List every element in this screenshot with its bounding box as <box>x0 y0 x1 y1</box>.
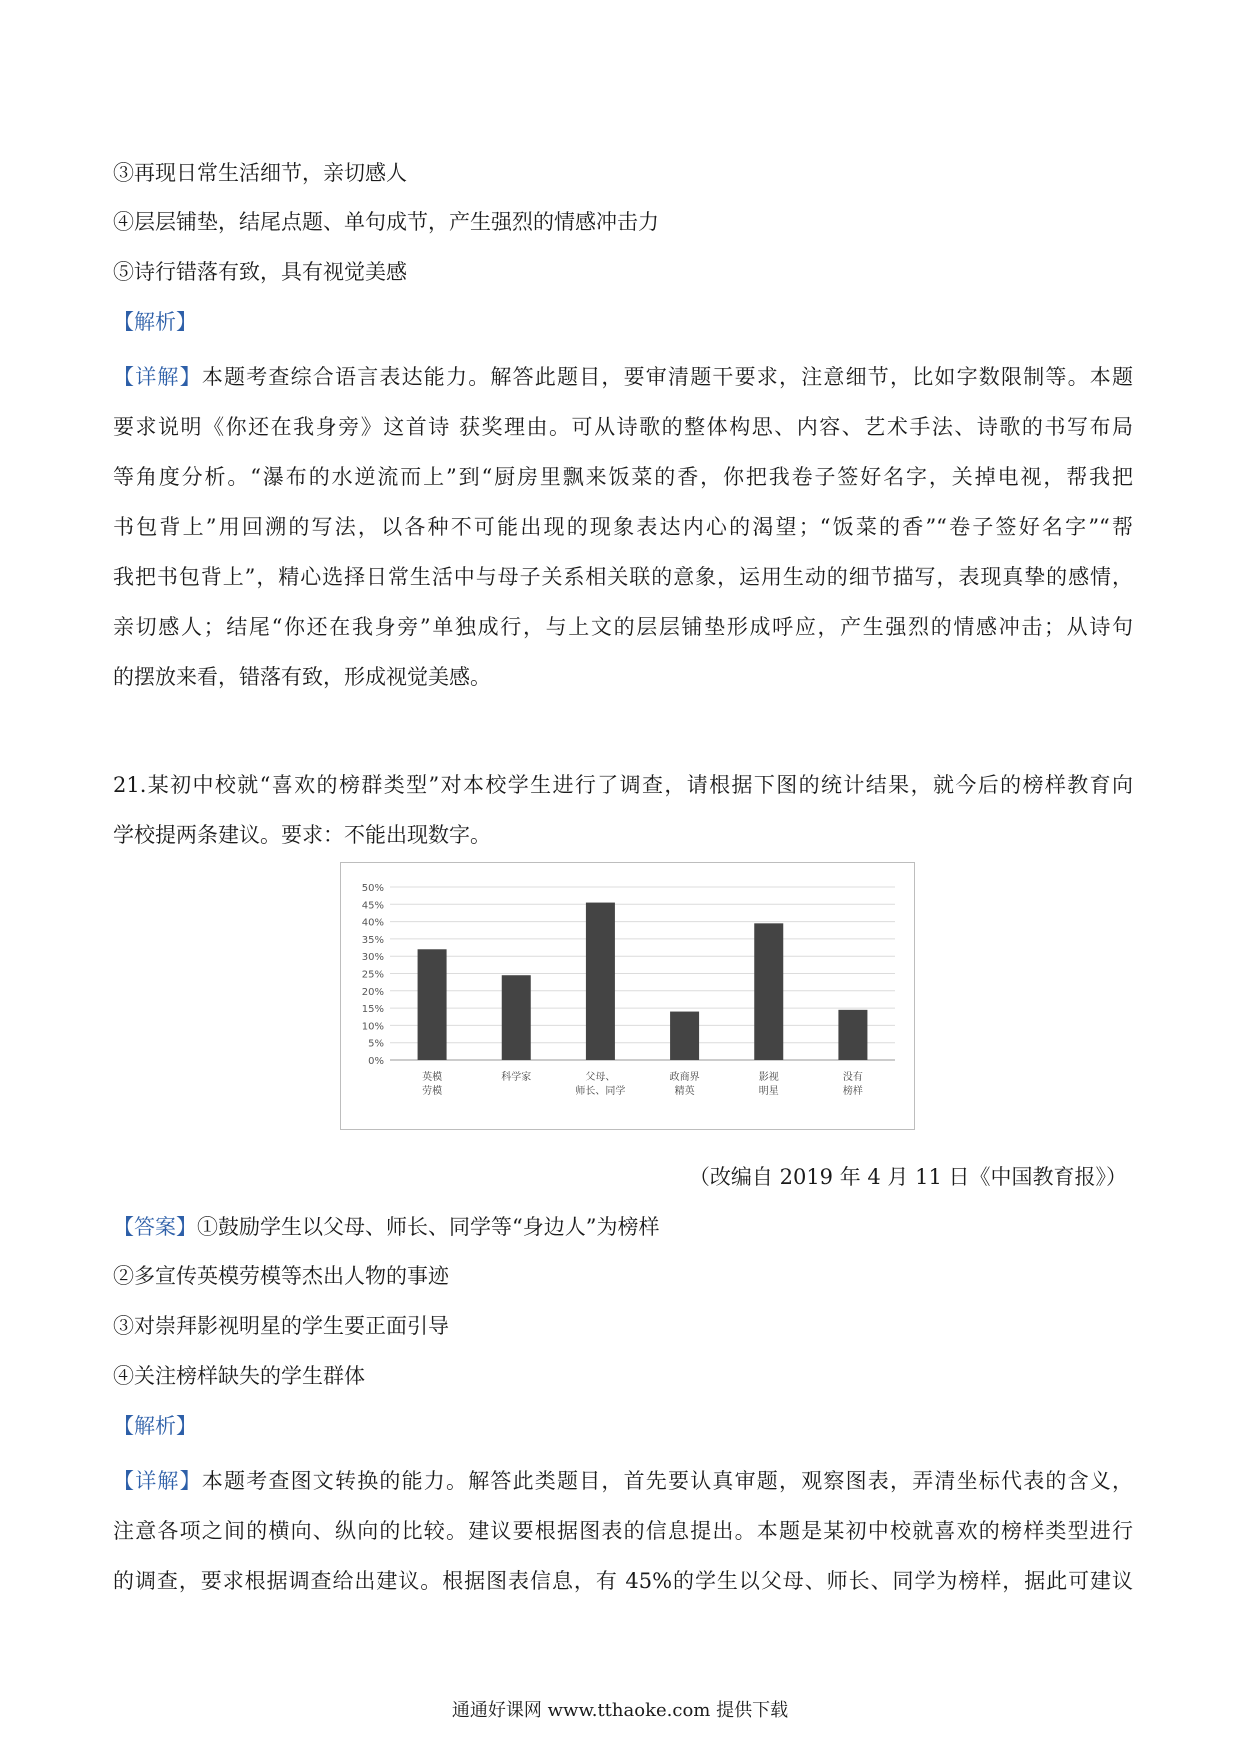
question-row: 21.某初中校就“喜欢的榜群类型”对本校学生进行了调查，请根据下图的统计结果，就今后的榜样教育向 <box>113 773 1133 797</box>
y-tick-label: 15% <box>361 1004 384 1016</box>
bar-chart <box>340 862 915 1130</box>
y-tick-label: 5% <box>368 1038 384 1050</box>
x-tick-label: 榜样 <box>842 1086 863 1097</box>
bar <box>838 1010 867 1060</box>
bar <box>502 975 531 1060</box>
detail-row: 的调查，要求根据调查给出建议。根据图表信息，有 45%的学生以父母、师长、同学为榜样，据此可建议 <box>113 1569 1133 1593</box>
detail-row <box>113 1456 1133 1506</box>
answer-tag: 【答案】 <box>113 1215 197 1239</box>
detail-text: 本题考查综合语言表达能力。解答此题目，要审清题干要求，注意细节，比如字数限制等。本题 <box>201 365 1133 389</box>
detail-row: 书包背上”用回溯的写法，以各种不可能出现的现象表达内心的渴望；“饭菜的香”“卷子签好名字”“帮 <box>113 515 1133 539</box>
bar <box>670 1012 699 1060</box>
x-tick-label: 没有 <box>842 1072 863 1083</box>
y-tick-label: 10% <box>361 1021 384 1033</box>
detail-row: 等角度分析。“瀑布的水逆流而上”到“厨房里飘来饭菜的香，你把我卷子签好名字，关掉电视，帮我把 <box>113 465 1133 489</box>
option-4: ④层层铺垫，结尾点题、单句成节，产生强烈的情感冲击力 <box>113 210 659 234</box>
option-5: ⑤诗行错落有致，具有视觉美感 <box>113 260 407 284</box>
detail-row: 我把书包背上”，精心选择日常生活中与母子关系相关联的意象，运用生动的细节描写，表现真挚的感情， <box>113 565 1133 589</box>
detail-tag: 【详解】 <box>113 1469 202 1493</box>
detail-row: 亲切感人；结尾“你还在我身旁”单独成行，与上文的层层铺垫形成呼应，产生强烈的情感冲击；从诗句 <box>113 615 1133 639</box>
bar <box>586 903 615 1060</box>
y-tick-label: 20% <box>361 986 384 998</box>
analysis-tag-21: 【解析】 <box>113 1414 197 1438</box>
detail-row: 要求说明《你还在我身旁》这首诗 获奖理由。可从诗歌的整体构思、内容、艺术手法、诗歌的书写布局 <box>113 415 1133 439</box>
y-tick-label: 50% <box>361 883 384 894</box>
detail-row: 的摆放来看，错落有致，形成视觉美感。 <box>113 665 491 689</box>
question-21 <box>113 760 1133 860</box>
x-tick-label: 劳模 <box>422 1086 443 1097</box>
bar <box>418 949 447 1060</box>
x-tick-label: 英模 <box>422 1072 443 1083</box>
detail-row: 注意各项之间的横向、纵向的比较。建议要根据图表的信息提出。本题是某初中校就喜欢的榜样类型进行 <box>113 1519 1133 1543</box>
q21-detail-paragraph <box>113 1456 1133 1606</box>
analysis-tag: 【解析】 <box>113 310 197 334</box>
answer-4: ④关注榜样缺失的学生群体 <box>113 1364 365 1388</box>
x-tick-label: 政商界 <box>669 1072 700 1083</box>
option-3: ③再现日常生活细节，亲切感人 <box>113 161 407 185</box>
detail-tag: 【详解】 <box>113 365 202 389</box>
question-row: 学校提两条建议。要求：不能出现数字。 <box>113 823 491 847</box>
y-tick-label: 40% <box>361 917 384 929</box>
q20-detail-paragraph <box>113 352 1133 702</box>
x-tick-label: 科学家 <box>501 1072 532 1083</box>
y-tick-label: 25% <box>361 969 384 981</box>
y-tick-label: 45% <box>361 900 384 912</box>
answer-2: ②多宣传英模劳模等杰出人物的事迹 <box>113 1264 449 1288</box>
detail-text: 本题考查图文转换的能力。解答此类题目，首先要认真审题，观察图表，弄清坐标代表的含义， <box>201 1469 1133 1493</box>
page-footer: 通通好课网 www.tthaoke.com 提供下载 <box>451 1700 789 1721</box>
y-tick-label: 0% <box>368 1056 384 1067</box>
y-tick-label: 30% <box>361 952 384 964</box>
x-tick-label: 师长、同学 <box>575 1086 626 1097</box>
bar <box>754 923 783 1060</box>
answer-1 <box>113 1212 659 1242</box>
x-tick-label: 影视 <box>758 1072 779 1083</box>
source-citation: （改编自 2019 年 4 月 11 日《中国教育报》） <box>688 1165 1127 1189</box>
x-tick-label: 父母、 <box>585 1072 616 1083</box>
detail-row <box>113 352 1133 402</box>
bar-chart-svg <box>340 862 915 1130</box>
x-tick-label: 明星 <box>758 1086 779 1097</box>
answer-text: ①鼓励学生以父母、师长、同学等“身边人”为榜样 <box>197 1215 660 1239</box>
x-tick-label: 精英 <box>674 1086 695 1097</box>
y-tick-label: 35% <box>361 934 384 946</box>
answer-3: ③对崇拜影视明星的学生要正面引导 <box>113 1314 449 1338</box>
